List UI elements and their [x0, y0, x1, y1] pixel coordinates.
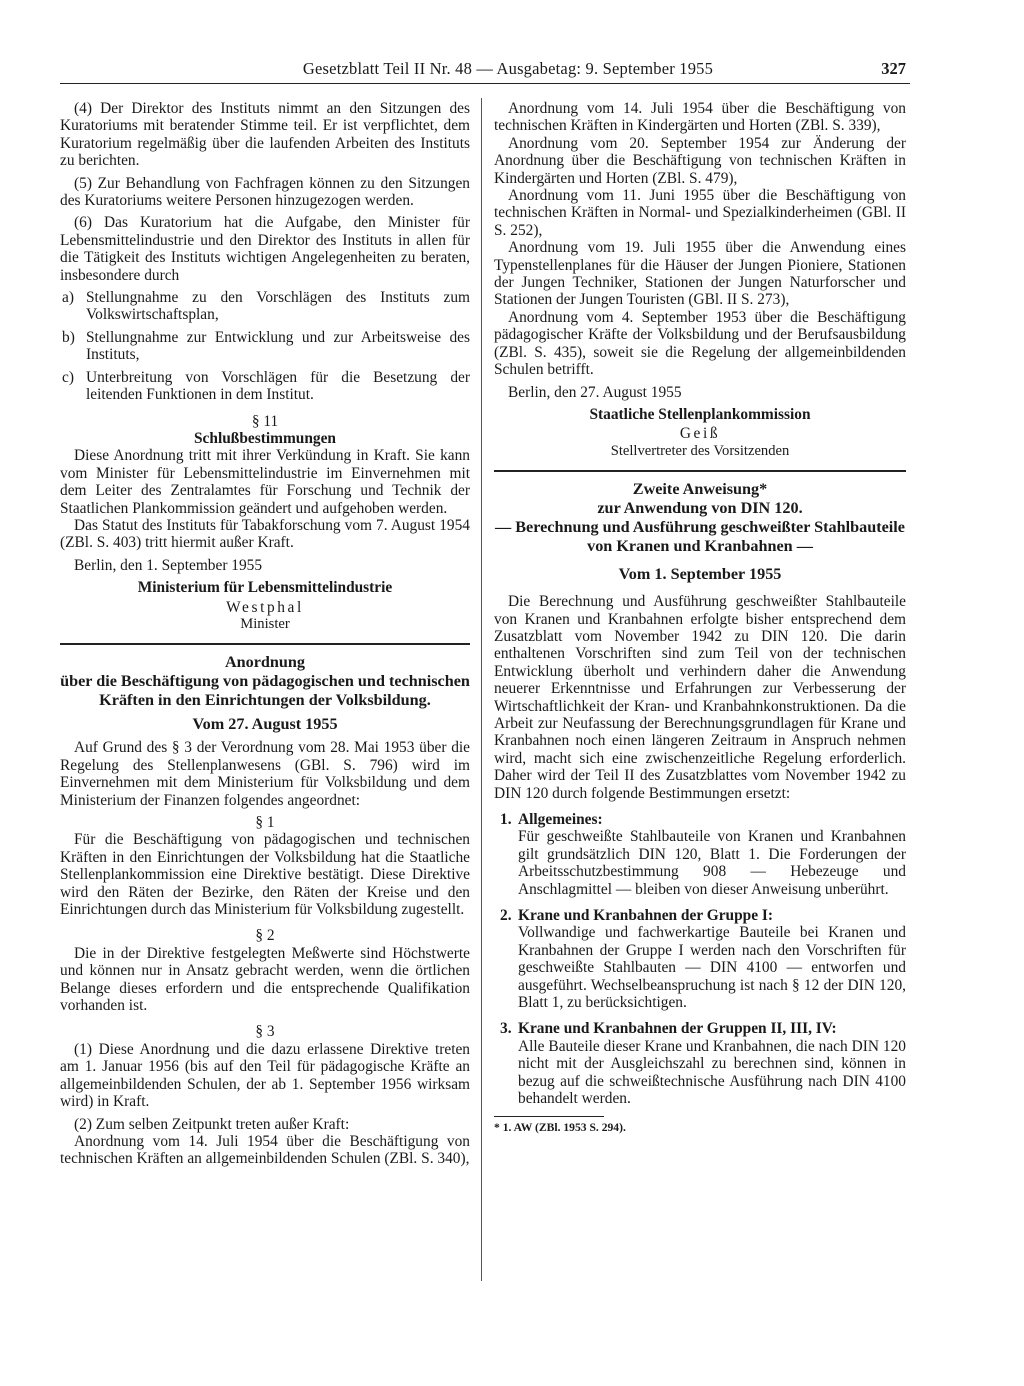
- ordinance-title: Anordnung: [224, 653, 306, 672]
- signing-authority: Ministerium für Lebensmittelindustrie: [137, 579, 393, 597]
- repealed-ordinance: Anordnung vom 4. September 1953 über die Beschäftigung pädagogischer Kräfte der Volksbildung und der Berufsausbildung (ZBl. S. 435), soweit sie die Regelung der allgemeinbildenden Schulen betrifft.: [494, 308, 906, 379]
- list-item-label: b): [62, 328, 75, 346]
- paragraph-6: (6) Das Kuratorium hat die Aufgabe, den Minister für Lebensmittelindustrie und den Direktor des Instituts in allen für die Tätigkeit des Instituts wichtigen Angelegenheiten zu beraten, insbesondere durch: [60, 214, 470, 284]
- ordinance-date: Vom 27. August 1955: [192, 715, 338, 734]
- section-3-paragraph-3: Anordnung vom 14. Juli 1954 über die Beschäftigung von technischen Kräften an allgemeinbildenden Schulen (ZBl. S. 340),: [60, 1132, 470, 1168]
- signing-authority: Staatliche Stellenplankommission: [589, 405, 811, 423]
- list-item-label: 2.: [500, 907, 512, 925]
- instruction-date: Vom 1. September 1955: [618, 565, 782, 584]
- section-1-text: Für die Beschäftigung von pädagogischen und technischen Kräften in den Einrichtungen der Volksbildung hat die Staatliche Stellenplankommission eine Direktive bestätigt. Diese Direktive wird den Räten der Bezirke, den Räten der Kreise und den Einrichtungen durch das Ministerium für Volksbildung zugestellt.: [60, 831, 470, 919]
- section-2-text: Die in der Direktive festgelegten Meßwerte sind Höchstwerte und können nur in Ansatz gebracht werden, wenn die örtlichen Belange dieses erfordern und die entsprechende Qualifikation vorhanden ist.: [60, 944, 470, 1015]
- instruction-topic: — Berechnung und Ausführung geschweißter Stahlbauteile von Kranen und Kranbahnen —: [494, 518, 905, 556]
- instruction-intro: Die Berechnung und Ausführung geschweißter Stahlbauteile von Kranen und Kranbahnen erfolgte bisher entsprechend dem Zusatzblatt vom November 1942 zu DIN 120. Die darin enthaltenen Vorschriften sind zum Teil von der technischen Entwicklung überholt und verhindern daher die Anwendung neuerer Erkenntnisse und Erfahrungen zur Verbesserung der Wirtschaftlichkeit der Kran- und Kranbahnkonstruktionen. Da die Arbeit zur Neufassung der Berechnungsgrundlagen für Krane und Kranbahnen noch einen längeren Zeitraum in Anspruch nehmen wird, macht sich eine zwischenzeitliche Regelung erforderlich. Daher wird der Teil II des Zusatzblattes vom November 1942 zu DIN 120 durch folgende Bestimmungen ersetzt:: [494, 593, 906, 802]
- section-2-number: § 2: [255, 927, 275, 945]
- signer-name: Westphal: [226, 598, 304, 616]
- section-11-paragraph-1: Diese Anordnung tritt mit ihrer Verkündung in Kraft. Sie kann vom Minister für Lebensmittelindustrie im Einvernehmen mit dem Leiter des Zentralamtes für Forschung und Technik der Staatlichen Plankommission geändert und aufgehoben werden.: [60, 447, 470, 517]
- list-item-text: Stellungnahme zu den Vorschlägen des Instituts zum Volkswirtschaftsplan,: [86, 289, 470, 324]
- section-11-paragraph-2: Das Statut des Instituts für Tabakforschung vom 7. August 1954 (ZBl. S. 403) tritt hiermit außer Kraft.: [60, 516, 470, 552]
- list-item-label: 1.: [500, 811, 512, 828]
- signer-title: Stellvertreter des Vorsitzenden: [610, 442, 790, 459]
- repealed-ordinance: Anordnung vom 11. Juni 1955 über die Beschäftigung von technischen Kräften in Normal- und Spezialkinderheimen (GBl. II S. 252),: [494, 187, 906, 239]
- list-item-heading: Allgemeines:: [518, 811, 603, 828]
- section-separator: [60, 643, 470, 645]
- page-number: 327: [881, 59, 906, 78]
- ordinance-subtitle: über die Beschäftigung von pädagogischen und technischen Kräften in den Einrichtungen der Volksbildung.: [60, 672, 470, 710]
- list-item-text: Alle Bauteile dieser Krane und Kranbahnen, die nach DIN 120 nicht mit der Ausgleichszahl zu berechnen sind, können in bezug auf die schweißtechnische Ausführung nach DIN 4100 behandelt werden.: [518, 1037, 906, 1108]
- list-item: [60, 329, 470, 364]
- list-item-heading: Krane und Kranbahnen der Gruppen II, III, IV:: [518, 1020, 837, 1038]
- place-date: Berlin, den 27. August 1955: [508, 383, 682, 401]
- repealed-ordinance: Anordnung vom 14. Juli 1954 über die Beschäftigung von technischen Kräften in Kindergärten und Horten (ZBl. S. 339),: [494, 100, 906, 135]
- section-11-title: Schlußbestimmungen: [194, 429, 336, 447]
- list-item-label: c): [62, 368, 74, 386]
- left-column: [60, 100, 470, 1168]
- section-3-number: § 3: [255, 1023, 275, 1041]
- signer-name: Geiß: [679, 425, 721, 443]
- footnote-separator: [494, 1116, 604, 1117]
- section-3-paragraph-1: (1) Diese Anordnung und die dazu erlassene Direktive treten am 1. Januar 1956 (bis auf den Teil für pädagogische Kräfte an allgemeinbildenden Schulen, der ab 1. September 1956 wirksam wird) in Kraft.: [60, 1040, 470, 1111]
- list-item-text: Vollwandige und fachwerkartige Bauteile bei Kranen und Kranbahnen der Gruppe I werden nach den Vorschriften für geschweißte Stahlbauten — DIN 4100 — entworfen und ausgeführt. Wechselbeanspruchung ist nach § 12 der DIN 120, Blatt 1, zu berücksichtigen.: [518, 924, 906, 1012]
- section-3-paragraph-2: (2) Zum selben Zeitpunkt treten außer Kraft:: [74, 1115, 350, 1133]
- repealed-ordinance: Anordnung vom 19. Juli 1955 über die Anwendung eines Typenstellenplanes für die Häuser der Jungen Pioniere, Stationen der Jungen Techniker, Stationen der Jungen Naturforscher und Stationen der Jungen Touristen (GBl. II S. 273),: [494, 239, 906, 309]
- list-item-label: 3.: [500, 1020, 512, 1038]
- list-item-text: Stellungnahme zur Entwicklung und zur Arbeitsweise des Instituts,: [86, 328, 470, 364]
- paragraph-5: (5) Zur Behandlung von Fachfragen können zu den Sitzungen des Kuratoriums weitere Personen hinzugezogen werden.: [60, 174, 470, 210]
- list-item: [494, 907, 906, 1011]
- section-separator: [494, 470, 906, 472]
- list-item: [494, 1020, 906, 1107]
- repealed-ordinance: Anordnung vom 20. September 1954 zur Änderung der Anordnung über die Beschäftigung von technischen Kräften in Kindergärten und Horten (ZBl. S. 479),: [494, 134, 906, 187]
- page-header: [60, 58, 910, 84]
- list-item-heading: Krane und Kranbahnen der Gruppe I:: [518, 907, 773, 925]
- list-item-label: a): [62, 289, 74, 307]
- signer-title: Minister: [240, 615, 290, 632]
- list-item-text: Unterbreitung von Vorschlägen für die Besetzung der leitenden Funktionen in dem Institut.: [86, 368, 470, 404]
- paragraph-4: (4) Der Direktor des Instituts nimmt an den Sitzungen des Kuratoriums mit beratender Stimme teil. Er ist verpflichtet, dem Kuratorium regelmäßig über die laufenden Arbeiten des Instituts zu berichten.: [60, 100, 470, 170]
- header-title: Gesetzblatt Teil II Nr. 48 — Ausgabetag: 9. September 1955: [302, 59, 714, 78]
- list-item-text: Für geschweißte Stahlbauteile von Kranen und Kranbahnen gilt grundsätzlich DIN 120, Blatt 1. Die Forderungen der Arbeitsschutzbestimmung 908 — Hebezeuge und Anschlagmittel — bleiben von dieser Anweisung unberührt.: [518, 828, 906, 898]
- column-divider: [481, 98, 482, 1281]
- list-item: [494, 811, 906, 898]
- section-11-number: § 11: [251, 412, 279, 430]
- ordinance-intro: Auf Grund des § 3 der Verordnung vom 28. Mai 1953 über die Regelung des Stellenplanwesens (GBl. S. 796) wird im Einvernehmen mit dem Ministerium für Volksbildung und dem Ministerium der Finanzen folgendes angeordnet:: [60, 739, 470, 809]
- list-item: [60, 289, 470, 324]
- footnote: * 1. AW (ZBl. 1953 S. 294).: [494, 1120, 626, 1134]
- list-item: [60, 369, 470, 404]
- instruction-title: Zweite Anweisung*: [632, 480, 768, 499]
- right-column: [494, 100, 906, 1135]
- place-date: Berlin, den 1. September 1955: [74, 556, 263, 574]
- instruction-subtitle: zur Anwendung von DIN 120.: [597, 499, 803, 518]
- section-1-number: § 1: [255, 814, 275, 831]
